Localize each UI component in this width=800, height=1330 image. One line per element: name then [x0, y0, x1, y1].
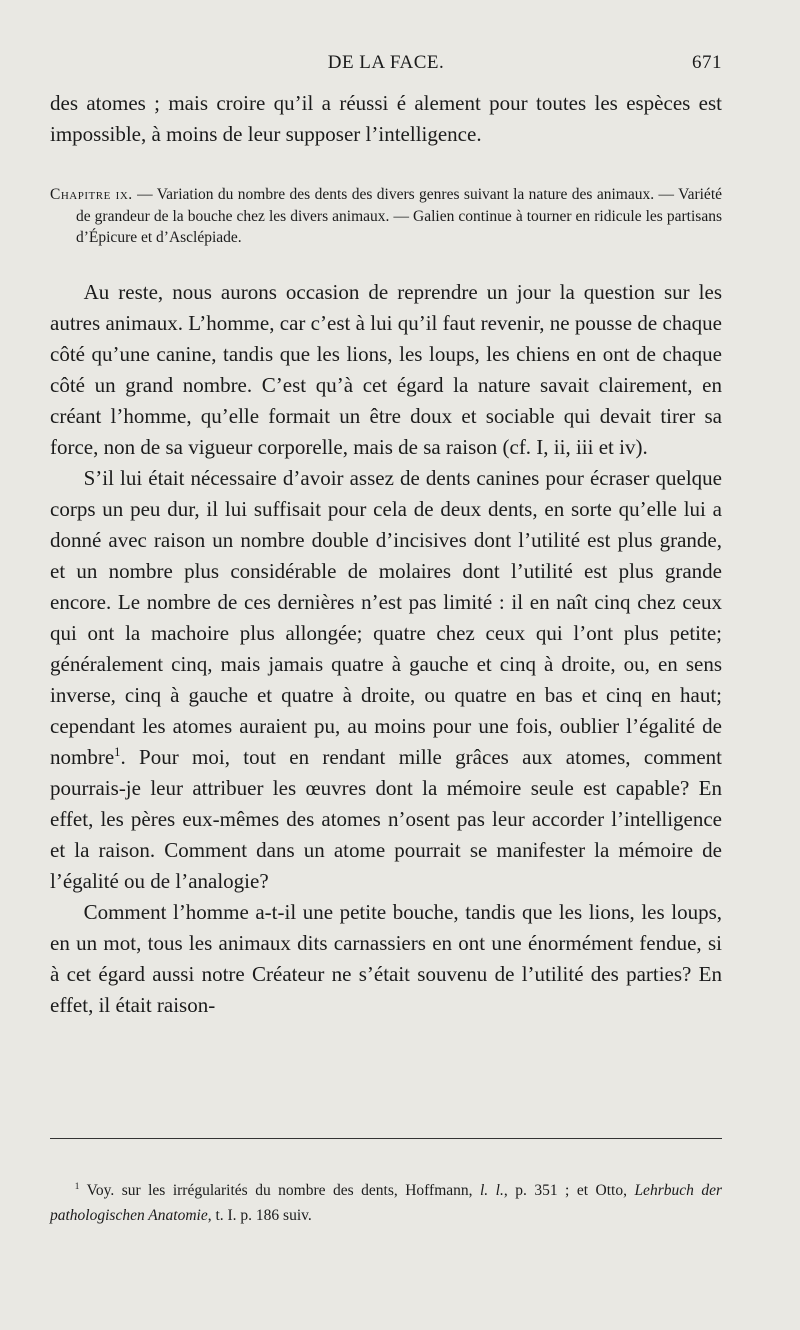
footnote-divider [50, 1138, 722, 1139]
paragraph-1: Au reste, nous aurons occasion de reprendre un jour la question sur les autres animaux. L’homme, car c’est à lui qu’il faut revenir, ne pousse de chaque côté qu’une canine, tandis que les lions, les loups, les chiens en ont de chaque côté un grand nombre. C’est qu’à cet égard la nature savait clairement, en créant l’homme, qu’elle formait un être doux et sociable qui devait tirer sa force, non de sa vigueur corporelle, mais de sa raison (cf. I, ii, iii et iv). [50, 279, 722, 459]
footnote-text-end: , t. I. p. 186 suiv. [207, 1206, 312, 1224]
paragraph-2-text: S’il lui était nécessaire d’avoir assez de dents canines pour écraser quelque corps un peu dur, il lui suffisait pour cela de deux dents, en sorte qu’elle lui a donné avec raison un nombre double d’incisives dont l’utilité est plus grande, et un nombre plus considérable de molaires dont l’utilité est plus grande encore. Le nombre de ces dernières n’est pas limité : il en naît cinq chez ceux qui ont la machoire plus allongée; quatre chez ceux qui l’ont plus petite; généralement cinq, mais jamais quatre à gauche et cinq à droite, ou, en sens inverse, cinq à gauche et quatre à droite, ou quatre en bas et cinq en haut; cependant les atomes auraient pu, au moins pour une fois, oublier l’égalité de nombre [50, 465, 722, 769]
page-number: 671 [692, 52, 722, 73]
chapter-summary [50, 184, 722, 249]
footnote-ref-italic: l. l. [480, 1181, 504, 1199]
footnote-text-start: Voy. sur les irrégularités du nombre des dents, Hoffmann, [79, 1181, 480, 1199]
footnote-book-title: Lehrbuch der pathologischen Anatomie [50, 1181, 722, 1224]
chapter-label: Chapitre ix. [50, 186, 133, 203]
chapter-summary-text: — Variation du nombre des dents des divers genres suivant la nature des animaux. — Variété de grandeur de la bouche chez les divers animaux. — Galien continue à tourner en ridicule les partisans d’Épicure et d’Asclépiade. [76, 186, 723, 246]
paragraph-2-continued: . Pour moi, tout en rendant mille grâces aux atomes, comment pourrais-je leur attribuer les œuvres dont la mémoire seule est capable? En effet, les pères eux-mêmes des atomes n’osent pas leur accorder l’intelligence et la raison. Comment dans un atome pourrait se manifester la mémoire de l’égalité ou de l’analogie? [50, 744, 722, 893]
footnote-marker: 1 [74, 1181, 80, 1192]
main-text [50, 277, 722, 1021]
opening-paragraph: des atomes ; mais croire qu’il a réussi é alement pour toutes les espèces est impossible, à moins de leur supposer l’intelligence. [50, 91, 722, 146]
running-title: DE LA FACE. [327, 52, 445, 73]
footnote [50, 1178, 722, 1228]
running-head [50, 52, 722, 80]
footnote-text-middle: , p. 351 ; et Otto, [503, 1181, 635, 1199]
footnote-reference[interactable]: 1 [114, 744, 121, 759]
paragraph-3: Comment l’homme a-t-il une petite bouche, tandis que les lions, les loups, en un mot, tous les animaux dits carnassiers en ont une énormément fendue, si à cet égard aussi notre Créateur ne s’était souvenu de l’utilité des parties? En effet, il était raison- [50, 899, 722, 1017]
paragraph-2 [50, 463, 722, 897]
page-body [50, 88, 722, 1021]
